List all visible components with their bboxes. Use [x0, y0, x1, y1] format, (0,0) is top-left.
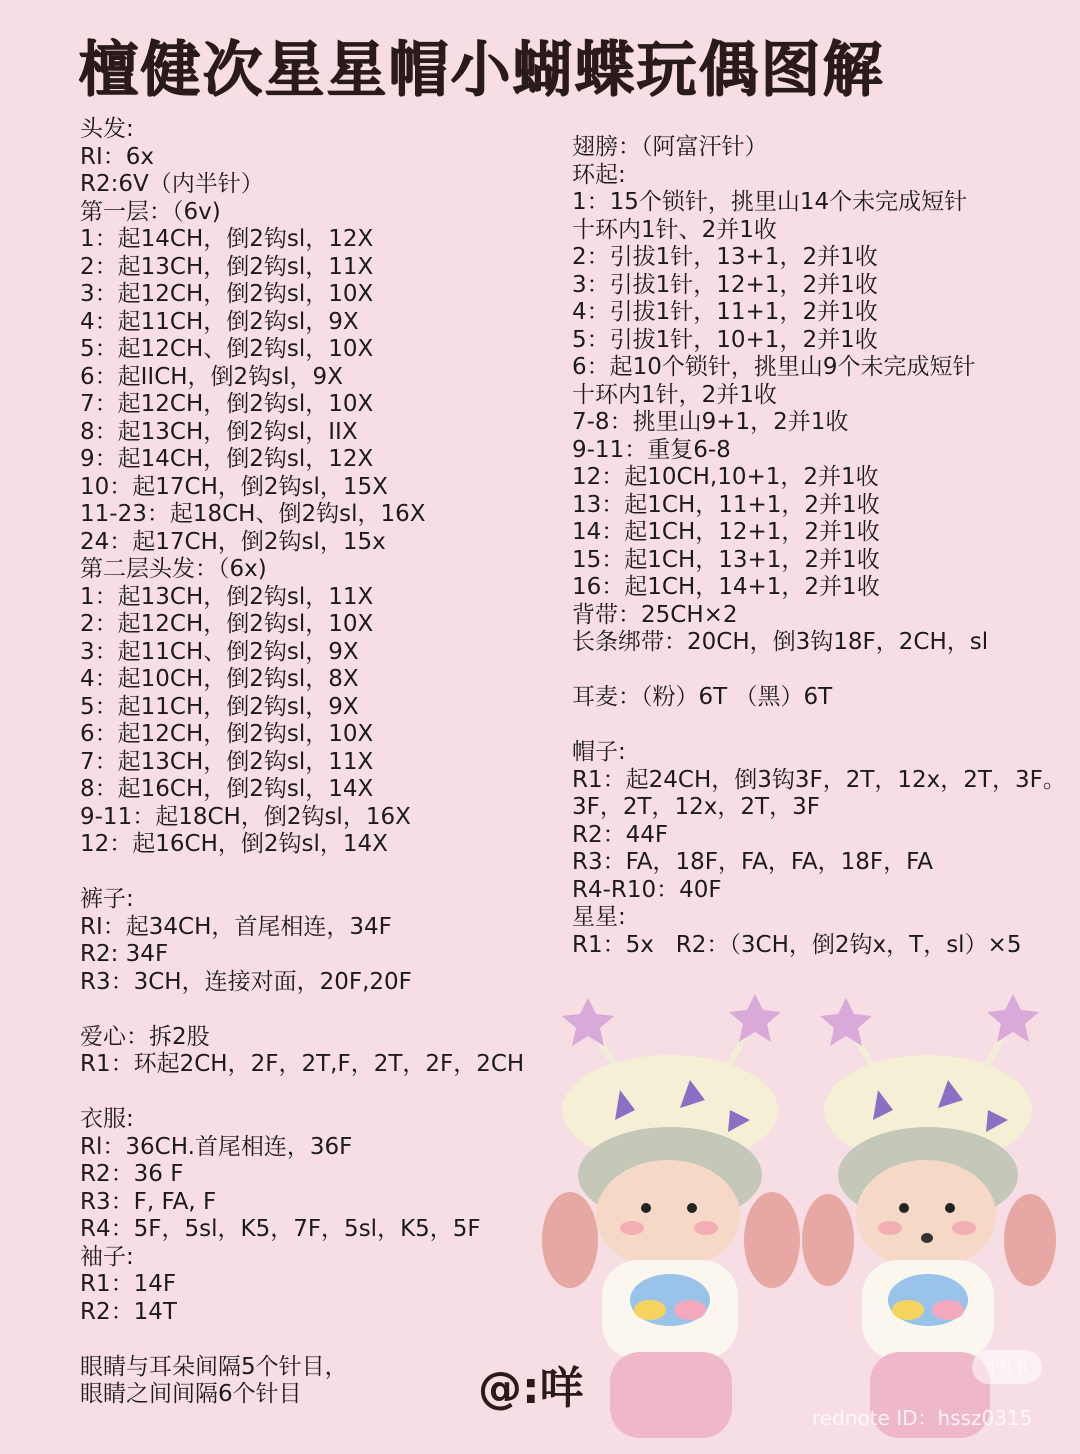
pattern-line: 5：起11CH，倒2钩sl，9X: [80, 693, 359, 720]
pattern-line: [80, 1079, 524, 1107]
pattern-line: 24：起17CH，倒2钩sl，15x: [80, 528, 386, 555]
watermark-logo: 小红书: [972, 1350, 1042, 1384]
pattern-line: 7：起13CH，倒2钩sl，11X: [80, 748, 374, 775]
pattern-line: 第一层：（6v): [80, 198, 221, 225]
pattern-line: 16：起1CH，14+1，2并1收: [572, 574, 880, 600]
pattern-line: 9：起14CH，倒2钩sl，12X: [80, 446, 374, 472]
pattern-line: R4：5F，5sl，K5，7F，5sl，K5，5F: [80, 1216, 481, 1242]
star-right-2: [987, 994, 1039, 1042]
pattern-line: 4：起10CH，倒2钩sl，8X: [80, 666, 359, 692]
pattern-line: 5：引拔1针，10+1，2并1收: [572, 326, 878, 353]
pattern-line: 10：起17CH，倒2钩sl，15X: [80, 473, 388, 500]
pattern-line: R2:6V（内半针）: [80, 171, 264, 197]
pattern-line: 1：15个锁针，挑里山14个未完成短针: [572, 189, 968, 215]
pattern-line: Rl：36CH.首尾相连，36F: [80, 1133, 353, 1160]
page-title: 檀健次星星帽小蝴蝶玩偶图解: [78, 35, 884, 105]
pattern-line: 8：起13CH，倒2钩sl，IIX: [80, 418, 358, 445]
pattern-line: R4-R10：40F: [572, 876, 722, 903]
pattern-line: 长条绑带：20CH，倒3钩18F，2CH，sl: [572, 629, 989, 655]
pattern-line: 3：起12CH，倒2钩sl，10X: [80, 281, 374, 307]
pattern-line: RI：6x: [80, 143, 155, 170]
pattern-line: [572, 657, 1066, 685]
pattern-line: 2：起12CH，倒2钩sl，10X: [80, 611, 374, 637]
pattern-line: 衣服:: [80, 1106, 134, 1132]
watermark-id: rednote ID：hssz0315: [812, 1406, 1033, 1430]
pattern-line: 十环内1针、2并1收: [572, 216, 777, 243]
pattern-line: 1：起14CH，倒2钩sl，12X: [80, 226, 374, 252]
pattern-line: 眼睛与耳朵间隔5个针目，: [80, 1353, 348, 1380]
pattern-line: 2：引拔1针，13+1，2并1收: [572, 244, 878, 270]
pattern-line: [80, 859, 524, 887]
pattern-line: 11-23：起18CH、倒2钩sl，16X: [80, 501, 426, 527]
star-left-2: [729, 994, 781, 1042]
pattern-line: 裤子:: [80, 886, 134, 912]
pattern-line: 15：起1CH，13+1，2并1收: [572, 546, 880, 573]
star-right-1: [820, 998, 872, 1046]
pattern-line: 9-11：重复6-8: [572, 436, 731, 463]
pattern-line: 背带：25CH×2: [572, 601, 738, 628]
pattern-line: 9-11：起18CH，倒2钩sl，16X: [80, 803, 411, 830]
pattern-line: R2：44F: [572, 821, 669, 848]
pattern-line: 12：起10CH,10+1，2并1收: [572, 464, 879, 490]
pattern-line: R1：5x R2：（3CH，倒2钩x，T，sl）×5: [572, 931, 1022, 958]
pattern-line: 帽子:: [572, 739, 626, 765]
pattern-line: 7-8：挑里山9+1，2并1收: [572, 409, 849, 435]
pattern-line: 4：引拔1针，11+1，2并1收: [572, 299, 878, 325]
pattern-line: R1：环起2CH，2F，2T,F，2T，2F，2CH: [80, 1051, 525, 1077]
pattern-line: 3F，2T，12x，2T，3F: [572, 794, 820, 820]
pattern-line: R2：14T: [80, 1298, 177, 1325]
pattern-line: 14：起1CH，12+1，2并1收: [572, 519, 880, 545]
pattern-line: 耳麦：（粉）6T （黑）6T: [572, 684, 833, 710]
pattern-line: [80, 1326, 524, 1354]
pattern-line: 星星:: [572, 904, 626, 930]
pattern-line: 2：起13CH，倒2钩sl，11X: [80, 253, 374, 280]
pattern-line: 12：起16CH，倒2钩sl，14X: [80, 831, 388, 857]
pattern-line: 第二层头发：（6x): [80, 556, 267, 582]
pattern-line: R3：F, FA, F: [80, 1188, 217, 1215]
author-signature: @:咩: [478, 1363, 584, 1414]
pattern-line: 5：起12CH、倒2钩sl，10X: [80, 336, 374, 362]
pattern-line: R2：36 F: [80, 1161, 184, 1187]
pattern-line: R1：14F: [80, 1271, 177, 1297]
pattern-line: 十环内1针，2并1收: [572, 381, 777, 408]
pattern-line: R2: 34F: [80, 941, 169, 967]
pattern-line: 头发:: [80, 116, 134, 142]
pattern-line: 袖子:: [80, 1243, 134, 1270]
pattern-line: R3：3CH，连接对面，20F,20F: [80, 968, 412, 995]
pattern-left-column: [80, 116, 524, 1409]
pattern-line: 1：起13CH，倒2钩sl，11X: [80, 583, 374, 610]
pattern-line: 13：起1CH，11+1，2并1收: [572, 491, 880, 518]
pattern-line: 爱心：拆2股: [80, 1023, 210, 1050]
pattern-line: 6：起10个锁针，挑里山9个未完成短针: [572, 354, 976, 380]
star-left-1: [562, 998, 614, 1046]
pattern-line: 3：引拔1针，12+1，2并1收: [572, 271, 878, 298]
pattern-line: 眼睛之间间隔6个针目: [80, 1381, 302, 1407]
pattern-line: [572, 712, 1066, 740]
pattern-line: 3：起11CH、倒2钩sl，9X: [80, 638, 359, 665]
pattern-line: 8：起16CH，倒2钩sl，14X: [80, 776, 374, 802]
pattern-line: 翅膀：（阿富汗针）: [572, 134, 768, 160]
pattern-line: RI：起34CH，首尾相连，34F: [80, 913, 392, 940]
pattern-right-column: [572, 134, 1066, 959]
pattern-line: 7：起12CH，倒2钩sl，10X: [80, 391, 374, 417]
pattern-line: [80, 996, 524, 1024]
pattern-line: 4：起11CH，倒2钩sl，9X: [80, 308, 359, 335]
pattern-line: R1：起24CH，倒3钩3F，2T，12x，2T，3F。: [572, 766, 1066, 793]
pattern-line: 6：起IICH，倒2钩sl，9X: [80, 363, 343, 390]
pattern-line: R3：FA，18F，FA，FA，18F，FA: [572, 849, 934, 875]
pattern-line: 环起:: [572, 161, 626, 188]
pattern-line: 6：起12CH，倒2钩sl，10X: [80, 721, 374, 747]
